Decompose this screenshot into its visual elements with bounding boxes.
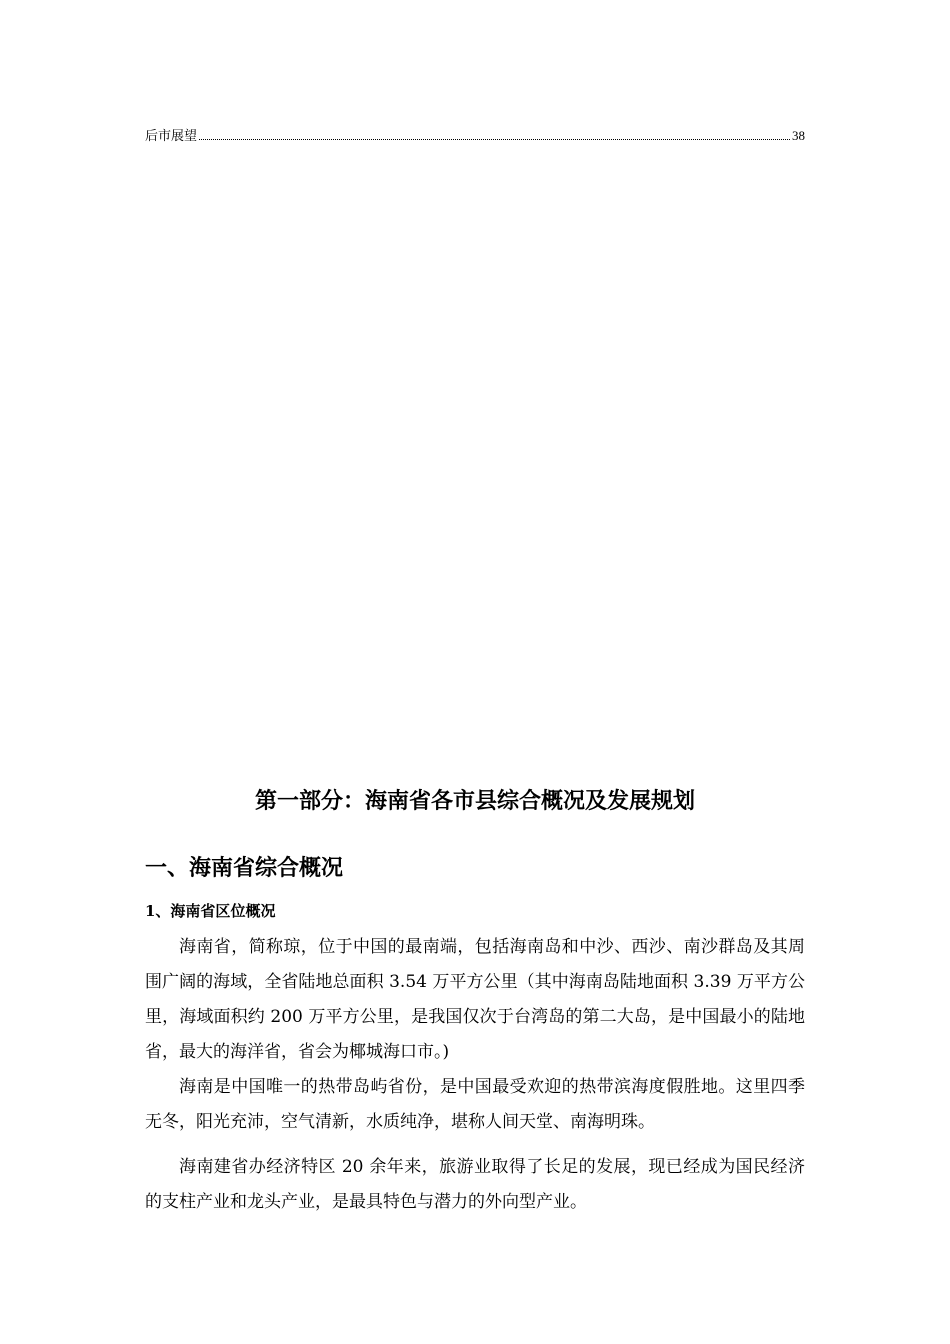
toc-entry[interactable] bbox=[145, 127, 805, 146]
body-paragraph: 海南是中国唯一的热带岛屿省份，是中国最受欢迎的热带滨海度假胜地。这里四季无冬，阳光充沛，空气清新，水质纯净，堪称人间天堂、南海明珠。 bbox=[145, 1077, 805, 1132]
subsection-heading: 1、海南省区位概况 bbox=[145, 902, 276, 920]
section-heading: 一、海南省综合概况 bbox=[145, 855, 344, 881]
toc-dot-leader bbox=[199, 138, 790, 140]
body-paragraph: 海南建省办经济特区 20 余年来，旅游业取得了长足的发展，现已经成为国民经济的支柱产业和龙头产业，是最具特色与潜力的外向型产业。 bbox=[145, 1157, 805, 1212]
toc-entry-label: 后市展望 bbox=[145, 129, 198, 144]
part-title: 第一部分：海南省各市县综合概况及发展规划 bbox=[254, 788, 695, 814]
body-paragraph: 海南省，简称琼，位于中国的最南端，包括海南岛和中沙、西沙、南沙群岛及其周围广阔的海域，全省陆地总面积 3.54 万平方公里（其中海南岛陆地面积 3.39 万平方公里，海域面积约 200 万平方公里，是我国仅次于台湾岛的第二大岛，是中国最小的陆地省，最大的海洋省，省会为椰城海口市。) bbox=[145, 937, 805, 1062]
toc-page-number: 38 bbox=[792, 128, 805, 143]
